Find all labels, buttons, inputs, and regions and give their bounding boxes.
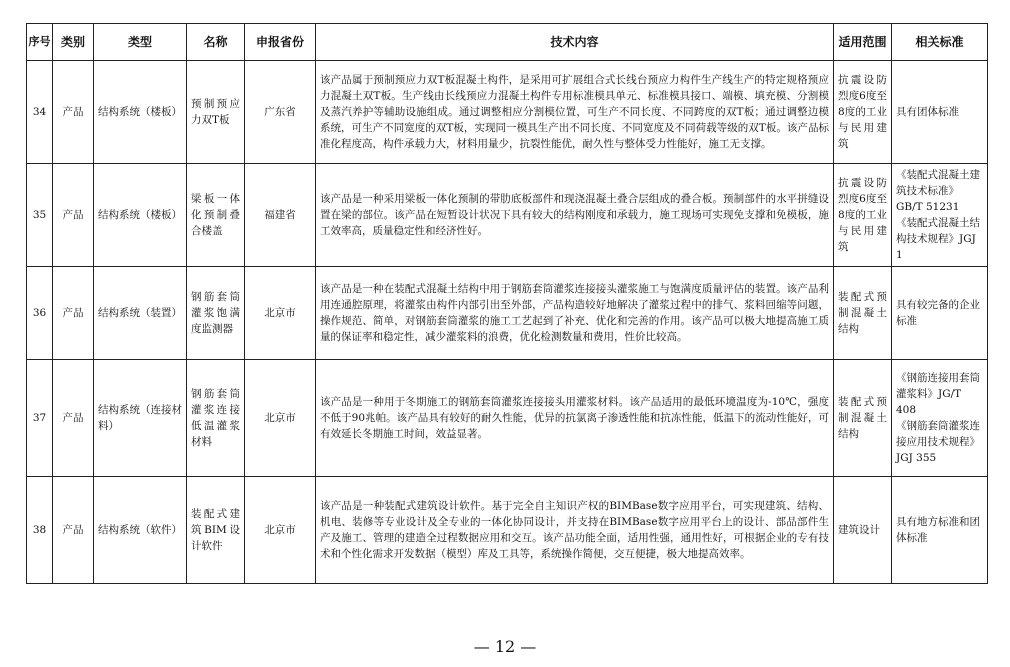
table-row: [27, 164, 988, 267]
standards-table: [26, 23, 988, 584]
cell-type: 结构系统（装置）: [94, 267, 187, 360]
cell-scope: 装配式预制混凝土结构: [834, 267, 892, 360]
header-province: 申报省份: [245, 24, 316, 61]
cell-standards: 具有较完备的企业标准: [892, 267, 988, 360]
header-category: 类别: [53, 24, 94, 61]
cell-category: 产品: [53, 164, 94, 267]
header-row: [27, 24, 988, 61]
cell-content: 该产品是一种在装配式混凝土结构中用于钢筋套筒灌浆连接接头灌浆施工与饱满度质量评估的装置。该产品利用连通腔原理，将灌浆由构件内部引出至外部，产品构造较好地解决了灌浆过程中的排气、浆料回缩等问题，操作规范、简单，对钢筋套筒灌浆的施工工艺起到了补充、优化和完善的作用。该产品可以极大地提高施工质量的保证率和稳定性，减少灌浆料的浪费，优化检测数量和费用，性价比较高。: [316, 267, 834, 360]
cell-type: 结构系统（楼板）: [94, 164, 187, 267]
cell-no: 38: [27, 477, 53, 584]
table-body: [27, 61, 988, 584]
cell-no: 37: [27, 360, 53, 477]
page-number: — 12 —: [473, 637, 537, 656]
cell-type: 结构系统（楼板）: [94, 61, 187, 164]
header-name: 名称: [187, 24, 245, 61]
cell-content: 该产品是一种装配式建筑设计软件。基于完全自主知识产权的BIMBase数字应用平台，可实现建筑、结构、机电、装修等专业设计及全专业的一体化协同设计，并支持在BIMBase数字应用平台上的设计、部品部件生产及施工、管理的建造全过程数据应用和交互。该产品功能全面，适用性强，通用性好，可根据企业的专有技术和个性化需求开发数据（模型）库及工具等，系统操作简便，交互便捷，极大地提高效率。: [316, 477, 834, 584]
cell-standards: 《装配式混凝土建筑技术标准》GB/T 51231 《装配式混凝土结构技术规程》JGJ 1: [892, 164, 988, 267]
header-standards: 相关标准: [892, 24, 988, 61]
cell-scope: 抗震设防烈度6度至8度的工业与民用建筑: [834, 61, 892, 164]
cell-name: 预制预应力双T板: [187, 61, 245, 164]
cell-no: 34: [27, 61, 53, 164]
cell-no: 35: [27, 164, 53, 267]
cell-name: 装配式建筑BIM设计软件: [187, 477, 245, 584]
cell-type: 结构系统（连接材料）: [94, 360, 187, 477]
cell-province: 北京市: [245, 360, 316, 477]
header-scope: 适用范围: [834, 24, 892, 61]
cell-province: 北京市: [245, 267, 316, 360]
cell-standards: 具有地方标准和团体标准: [892, 477, 988, 584]
cell-name: 钢筋套筒灌浆连接低温灌浆材料: [187, 360, 245, 477]
header-content: 技术内容: [316, 24, 834, 61]
cell-standards: 具有团体标准: [892, 61, 988, 164]
cell-category: 产品: [53, 61, 94, 164]
cell-province: 北京市: [245, 477, 316, 584]
cell-name: 钢筋套筒灌浆饱满度监测器: [187, 267, 245, 360]
cell-category: 产品: [53, 360, 94, 477]
table-row: [27, 477, 988, 584]
cell-scope: 装配式预制混凝土结构: [834, 360, 892, 477]
table-row: [27, 360, 988, 477]
cell-standards: 《钢筋连接用套筒灌浆料》JG/T 408 《钢筋套筒灌浆连接应用技术规程》JGJ 355: [892, 360, 988, 477]
header-type: 类型: [94, 24, 187, 61]
cell-content: 该产品是一种用于冬期施工的钢筋套筒灌浆连接接头用灌浆材料。该产品适用的最低环境温度为-10℃，强度不低于90兆帕。该产品具有较好的耐久性能，优异的抗氯离子渗透性能和抗冻性能，低温下的流动性能好，可有效延长冬期施工时间，效益显著。: [316, 360, 834, 477]
cell-province: 广东省: [245, 61, 316, 164]
cell-no: 36: [27, 267, 53, 360]
cell-content: 该产品属于预制预应力双T板混凝土构件，是采用可扩展组合式长线台预应力构件生产线生产的特定规格预应力混凝土双T板。生产线由长线预应力混凝土构件专用标准模具单元、标准模具接口、端模、填充模、分割模及蒸汽养护等辅助设施组成。通过调整相应分割模位置，可生产不同长度、不同跨度的双T板；通过调整边模系统，可生产不同宽度的双T板，实现同一模具生产出不同长度、不同宽度及不同荷载等级的双T板。该产品标准化程度高，构件承载力大，材料用量少，抗裂性能优，耐久性与整体受力性能好，施工无支撑。: [316, 61, 834, 164]
cell-name: 梁板一体化预制叠合楼盖: [187, 164, 245, 267]
table-row: [27, 267, 988, 360]
cell-category: 产品: [53, 477, 94, 584]
cell-type: 结构系统（软件）: [94, 477, 187, 584]
cell-category: 产品: [53, 267, 94, 360]
cell-scope: 建筑设计: [834, 477, 892, 584]
cell-province: 福建省: [245, 164, 316, 267]
cell-content: 该产品是一种采用梁板一体化预制的带肋底板部件和现浇混凝土叠合层组成的叠合板。预制部件的水平拼缝设置在梁的部位。该产品在短暂设计状况下具有较大的结构刚度和承载力，施工现场可实现免支撑和免模板，施工效率高，质量稳定性和经济性好。: [316, 164, 834, 267]
table-header: [27, 24, 988, 61]
cell-scope: 抗震设防烈度6度至8度的工业与民用建筑: [834, 164, 892, 267]
header-no: 序号: [27, 24, 53, 61]
table-row: [27, 61, 988, 164]
